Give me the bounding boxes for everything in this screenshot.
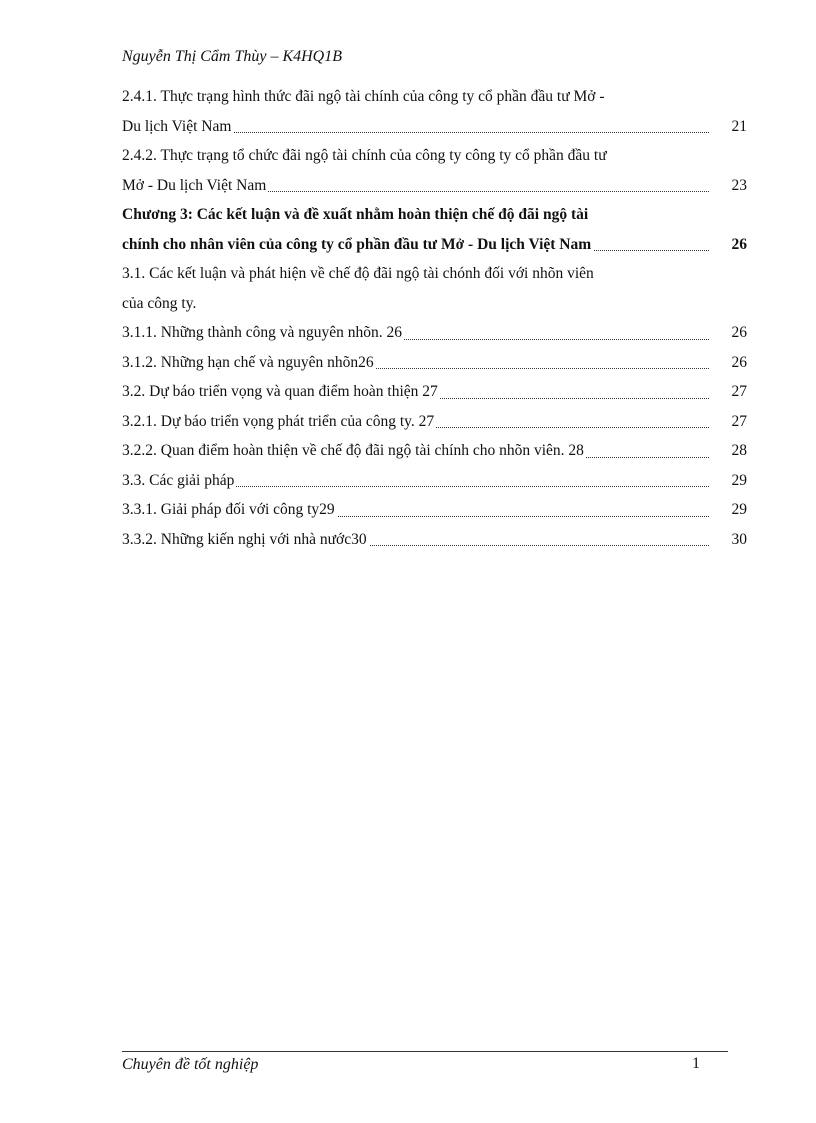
toc-entry[interactable] [122, 407, 747, 437]
toc-entry-text: của công ty. [122, 294, 197, 312]
toc-entry-text: chính cho nhân viên của công ty cổ phần đầu tư Mở - Du lịch Việt Nam [122, 235, 592, 253]
toc-entry-page: 21 [717, 112, 747, 142]
toc-entry-text: 3.2.2. Quan điểm hoàn thiện về chế độ đãi ngộ tài chính cho nhõn viên. 28 [122, 442, 584, 459]
toc-entry[interactable] [122, 318, 747, 348]
toc-entry-page: 26 [717, 230, 747, 260]
toc-entry-text: 3.2.1. Dự báo triển vọng phát triển của công ty. 27 [122, 412, 435, 430]
toc-entry-text: 3.1. Các kết luận và phát hiện về chế độ đãi ngộ tài chónh đối với nhõn viên [122, 265, 594, 282]
toc-entry-text: 2.4.2. Thực trạng tổ chức đãi ngộ tài chính của công ty công ty cổ phần đầu tư [122, 147, 607, 164]
toc-entry[interactable] [122, 525, 747, 555]
toc-entry-text: 3.3.1. Giải pháp đối với công ty29 [122, 501, 335, 518]
toc-entry-text: Du lịch Việt Nam [122, 117, 232, 135]
toc-entry-page: 26 [717, 318, 747, 348]
toc-entry-text: 3.1.2. Những hạn chế và nguyên nhõn26 [122, 353, 374, 371]
toc-entry[interactable] [122, 377, 747, 407]
toc-entry[interactable] [122, 200, 747, 230]
toc-entry[interactable] [122, 289, 747, 319]
toc-entry-page: 27 [717, 377, 747, 407]
toc-entry[interactable] [122, 141, 747, 171]
toc-entry[interactable] [122, 82, 747, 112]
toc-entry-page: 29 [717, 466, 747, 496]
table-of-contents [122, 82, 747, 554]
toc-entry-text: 3.3. Các giải pháp [122, 471, 235, 489]
footer-page-number: 1 [692, 1055, 700, 1072]
toc-entry[interactable] [122, 112, 747, 142]
toc-entry-text: Mở - Du lịch Việt Nam [122, 176, 267, 194]
toc-entry-text: 3.3.2. Những kiến nghị với nhà nước30 [122, 530, 367, 548]
toc-entry-page: 30 [717, 525, 747, 555]
toc-entry-text: 2.4.1. Thực trạng hình thức đãi ngộ tài chính của công ty cổ phần đầu tư Mở - [122, 88, 605, 105]
toc-entry[interactable] [122, 230, 747, 260]
toc-entry-page: 27 [717, 407, 747, 437]
toc-entry-page: 26 [717, 348, 747, 378]
toc-entry[interactable] [122, 466, 747, 496]
toc-entry-page: 29 [717, 495, 747, 525]
footer-divider [122, 1051, 728, 1052]
toc-entry[interactable] [122, 436, 747, 466]
toc-entry-page: 23 [717, 171, 747, 201]
toc-entry-text: 3.2. Dự báo triển vọng và quan điểm hoàn thiện 27 [122, 383, 438, 400]
toc-entry-text: Chương 3: Các kết luận và đề xuất nhằm hoàn thiện chế độ đãi ngộ tài [122, 206, 589, 223]
toc-entry[interactable] [122, 259, 747, 289]
page-header-author: Nguyễn Thị Cẩm Thùy – K4HQ1B [122, 48, 342, 65]
toc-entry-text: 3.1.1. Những thành công và nguyên nhõn. 26 [122, 324, 403, 341]
toc-entry[interactable] [122, 348, 747, 378]
toc-entry[interactable] [122, 495, 747, 525]
footer-title: Chuyên đề tốt nghiệp [122, 1056, 259, 1073]
toc-entry-page: 28 [717, 436, 747, 466]
toc-entry[interactable] [122, 171, 747, 201]
